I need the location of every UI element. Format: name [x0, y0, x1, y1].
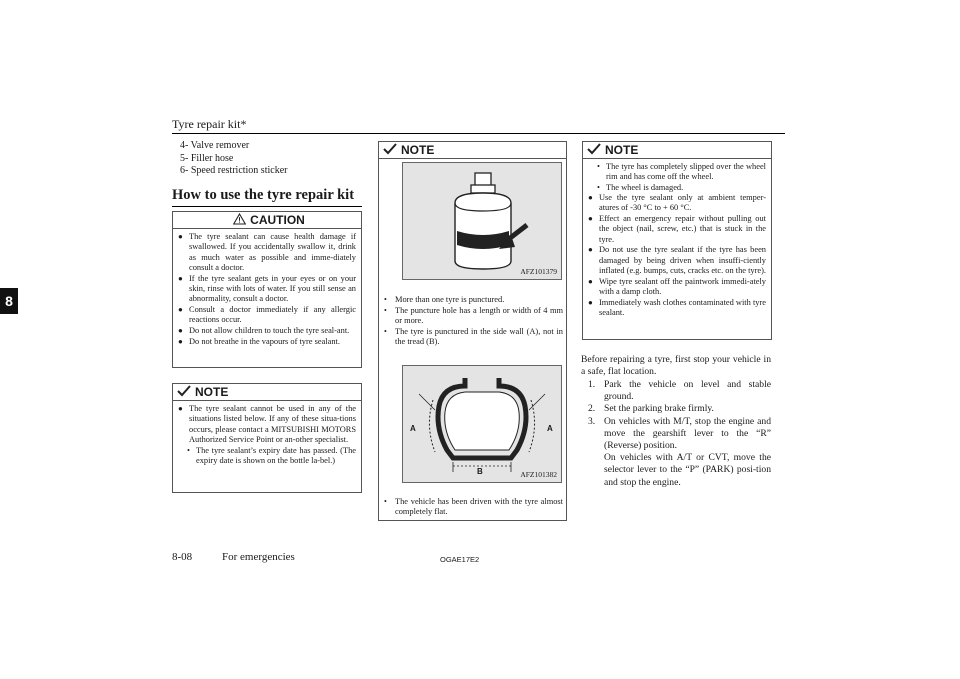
- procedure-step: 3. On vehicles with M/T, stop the engine and move the gearshift lever to the “R” (Reverse) position.: [588, 415, 771, 452]
- procedure-steps: [588, 379, 771, 489]
- bullet-icon: ●: [178, 404, 183, 413]
- note-item: • The puncture hole has a length or width of 4 mm or more.: [384, 305, 563, 326]
- bullet-icon: ●: [588, 192, 593, 202]
- sealant-bottle-illustration: [403, 163, 561, 279]
- caution-item: ● Do not allow children to touch the tyre seal-ant.: [178, 326, 350, 336]
- bullet-icon: •: [597, 182, 600, 192]
- caution-item: ● Do not breathe in the vapours of tyre sealant.: [178, 336, 340, 346]
- bullet-icon: ●: [178, 336, 183, 346]
- chapter-tab: 8: [0, 288, 18, 314]
- procedure-step: 1. Park the vehicle on level and stable ground.: [588, 379, 771, 403]
- document-code: OGAE17E2: [440, 555, 480, 564]
- note-check-icon: [177, 385, 191, 400]
- bullet-icon: •: [384, 305, 387, 315]
- bullet-icon: •: [384, 295, 387, 304]
- note-box-2: [378, 141, 567, 521]
- section-heading: How to use the tyre repair kit: [172, 187, 355, 203]
- bullet-icon: •: [597, 162, 600, 171]
- page-header-title: Tyre repair kit*: [172, 117, 247, 131]
- note-item: • More than one tyre is punctured.: [384, 295, 505, 304]
- bullet-icon: ●: [178, 326, 183, 336]
- tread-label: B: [477, 467, 483, 476]
- bullet-icon: •: [187, 445, 190, 455]
- parts-list: [180, 140, 287, 178]
- caution-item: ● If the tyre sealant gets in your eyes or on your skin, rinse with lots of water. If you still sense an abnormality, consult a doctor.: [178, 273, 356, 304]
- bullet-icon: •: [384, 326, 387, 336]
- note-label: NOTE: [195, 385, 229, 399]
- note-box-3: [582, 141, 772, 340]
- note-item: ● Effect an emergency repair without pulling out the object (nail, screw, etc.) that is stuck in the tyre.: [588, 213, 766, 244]
- bullet-icon: ●: [178, 273, 183, 283]
- footer-section-title: For emergencies: [222, 551, 295, 563]
- bullet-icon: ●: [588, 276, 593, 286]
- header-rule: [172, 133, 785, 134]
- tyre-cross-section-illustration: [403, 366, 561, 482]
- note-label: NOTE: [605, 143, 639, 157]
- figure-code: AFZ101382: [520, 470, 557, 479]
- note-item: • The tyre is punctured in the side wall (A), not in the tread (B).: [384, 326, 563, 347]
- note-item: ● Use the tyre sealant only at ambient temper-atures of -30 °C to + 60 °C.: [588, 192, 766, 213]
- page-number: 8-08: [172, 551, 193, 563]
- note-header: [583, 142, 771, 158]
- bullet-icon: ●: [178, 232, 183, 241]
- note-label: NOTE: [401, 143, 435, 157]
- parts-list-item: 5- Filler hose: [180, 152, 234, 164]
- bullet-icon: •: [384, 497, 387, 506]
- note-item: ● Immediately wash clothes contaminated with tyre sealant.: [588, 297, 766, 318]
- bullet-icon: ●: [178, 305, 183, 315]
- sidewall-label-left: A: [410, 424, 416, 433]
- note-item: ● Wipe tyre sealant off the paintwork immedi-ately with a damp cloth.: [588, 276, 766, 297]
- note-sub-item: • The tyre has completely slipped over the wheel rim and has come off the wheel.: [597, 162, 766, 182]
- warning-triangle-icon: [233, 213, 246, 228]
- note-check-icon: [587, 143, 601, 158]
- parts-list-item: 4- Valve remover: [180, 140, 250, 151]
- caution-item: ● The tyre sealant can cause health damage if swallowed. If you accidentally swallow it, drink as much water as possible and imme-diately consult a doctor.: [178, 232, 356, 272]
- procedure-step-continuation: On vehicles with A/T or CVT, move the selector lever to the “P” (PARK) posi-tion and stop the engine.: [604, 452, 771, 488]
- note-item: ● The tyre sealant cannot be used in any of the situations listed below. If any of these situa-tions occurs, please contact a MITSUBISHI MOTORS Authorized Service Point or an-other specialist.: [178, 404, 356, 444]
- bullet-icon: ●: [588, 297, 593, 307]
- caution-item: ● Consult a doctor immediately if any allergic reactions occur.: [178, 305, 356, 325]
- note-header: [173, 384, 361, 400]
- intro-paragraph: Before repairing a tyre, first stop your vehicle in a safe, flat location.: [581, 354, 771, 378]
- figure-code: AFZ101379: [520, 267, 557, 276]
- caution-box: [172, 211, 362, 368]
- procedure-step: 2. Set the parking brake firmly.: [588, 403, 714, 415]
- note-sub-item: • The tyre sealant’s expiry date has passed. (The expiry date is shown on the bottle la-bel.): [187, 445, 356, 465]
- section-heading-rule: [172, 206, 362, 207]
- sealant-bottle-figure: [402, 162, 562, 280]
- note-item: • The vehicle has been driven with the tyre almost completely flat.: [384, 497, 563, 517]
- tyre-cross-section-figure: [402, 365, 562, 483]
- note-check-icon: [383, 143, 397, 158]
- caution-header: [173, 212, 361, 228]
- note-box-1: [172, 383, 362, 493]
- note-header: [379, 142, 566, 158]
- note-sub-item: • The wheel is damaged.: [597, 182, 684, 192]
- note-item: ● Do not use the tyre sealant if the tyre has been damaged by being driven when insuffi-ciently inflated (e.g. bumps, cuts, cracks etc. on the tyre).: [588, 245, 766, 275]
- parts-list-item: 6- Speed restriction sticker: [180, 165, 288, 176]
- sidewall-label-right: A: [547, 424, 553, 433]
- bullet-icon: ●: [588, 213, 593, 223]
- caution-label: CAUTION: [250, 213, 305, 227]
- bullet-icon: ●: [588, 245, 593, 255]
